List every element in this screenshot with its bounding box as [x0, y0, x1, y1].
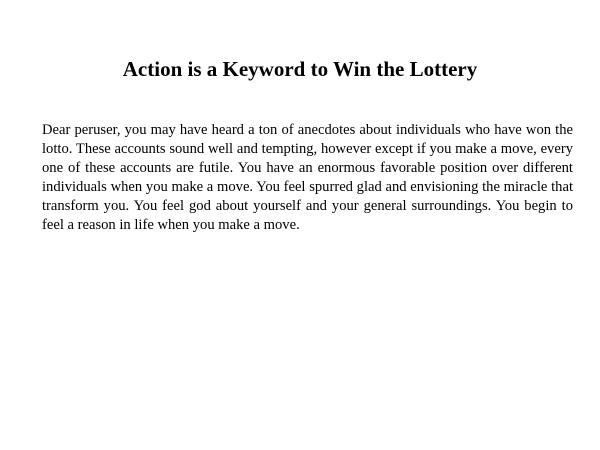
body-paragraph: Dear peruser, you may have heard a ton of anecdotes about individuals who have won the lotto. These accounts sound well and tempting, however except if you make a move, every one of these accounts are futile. You have an enormous favorable position over different individuals when you make a move. You feel spurred glad and envisioning the miracle that transform you. You feel god about yourself and your general surroundings. You begin to feel a reason in life when you make a move.: [42, 122, 573, 233]
document-title: Action is a Keyword to Win the Lottery: [122, 57, 478, 81]
